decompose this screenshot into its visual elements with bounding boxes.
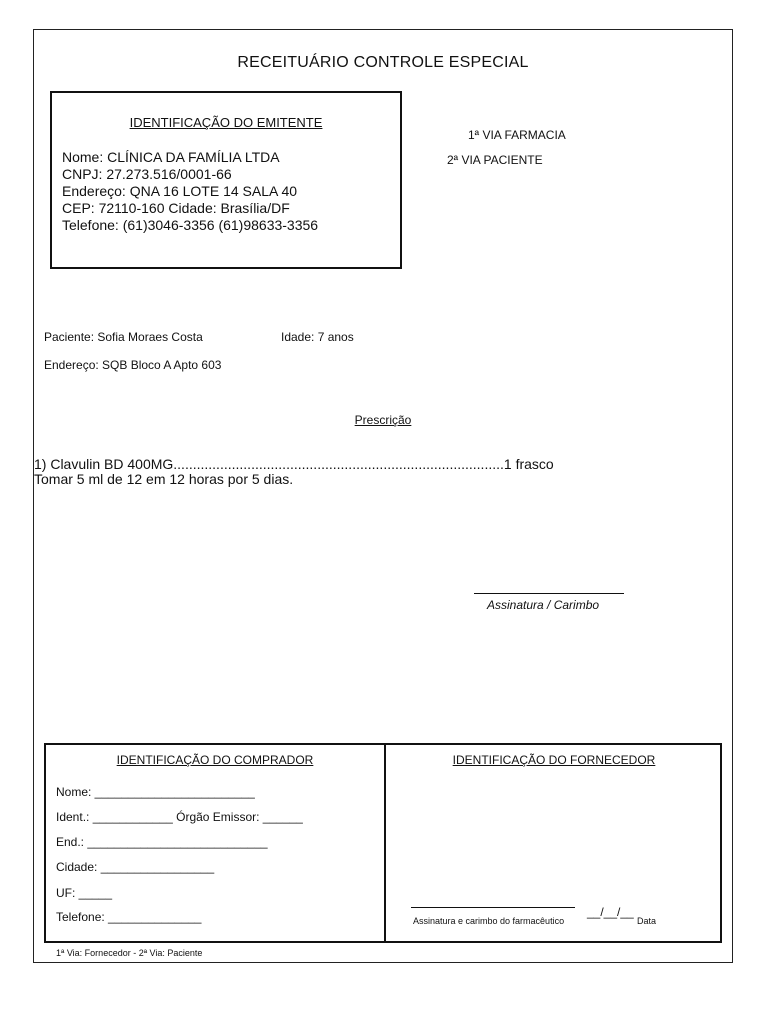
issuer-phone: Telefone: (61)3046-3356 (61)98633-3356 [62,217,319,233]
buyer-address-field: End.: ___________________________ [56,835,268,849]
document-title: RECEITUÁRIO CONTROLE ESPECIAL [237,54,529,71]
buyer-ident-field: Ident.: ____________ Órgão Emissor: ______ [56,810,303,824]
date-label: Data [637,916,657,926]
prescription-body [34,457,554,487]
issuer-cnpj: CNPJ: 27.273.516/0001-66 [62,166,232,182]
issuer-identification-box [50,91,402,269]
patient-address: Endereço: SQB Bloco A Apto 603 [44,358,222,372]
issuer-heading: IDENTIFICAÇÃO DO EMITENTE [129,115,323,130]
issuer-cep-city: CEP: 72110-160 Cidade: Brasília/DF [62,200,290,216]
buyer-uf-field: UF: _____ [56,886,113,900]
pharmacist-signature-line [411,907,575,908]
patient-name: Paciente: Sofia Moraes Costa [44,330,203,344]
prescription-instructions: Tomar 5 ml de 12 em 12 horas por 5 dias. [34,471,294,487]
prescription-item: 1) Clavulin BD 400MG.....................................................................................1 frasco [34,456,554,472]
prescription-heading: Prescrição [354,413,412,427]
supplier-heading: IDENTIFICAÇÃO DO FORNECEDOR [452,753,656,767]
via-patient: 2ª VIA PACIENTE [447,153,543,167]
box-divider [384,745,386,941]
prescription-form [33,29,733,963]
patient-age: Idade: 7 anos [281,330,354,344]
buyer-supplier-box [44,743,722,943]
signature-line [474,593,624,594]
signature-label: Assinatura / Carimbo [487,598,600,612]
date-blanks: __/__/__ [587,905,634,919]
pharmacist-signature-label: Assinatura e carimbo do farmacêutico [413,916,565,926]
buyer-city-field: Cidade: _________________ [56,860,215,874]
via-pharmacy: 1ª VIA FARMACIA [468,128,566,142]
footer-vias-note: 1ª Via: Fornecedor - 2ª Via: Paciente [56,948,203,958]
issuer-name: Nome: CLÍNICA DA FAMÍLIA LTDA [62,149,280,165]
issuer-details [62,149,318,234]
buyer-heading: IDENTIFICAÇÃO DO COMPRADOR [116,753,314,767]
buyer-phone-field: Telefone: ______________ [56,910,202,924]
issuer-address: Endereço: QNA 16 LOTE 14 SALA 40 [62,183,298,199]
buyer-name-field: Nome: ________________________ [56,785,255,799]
